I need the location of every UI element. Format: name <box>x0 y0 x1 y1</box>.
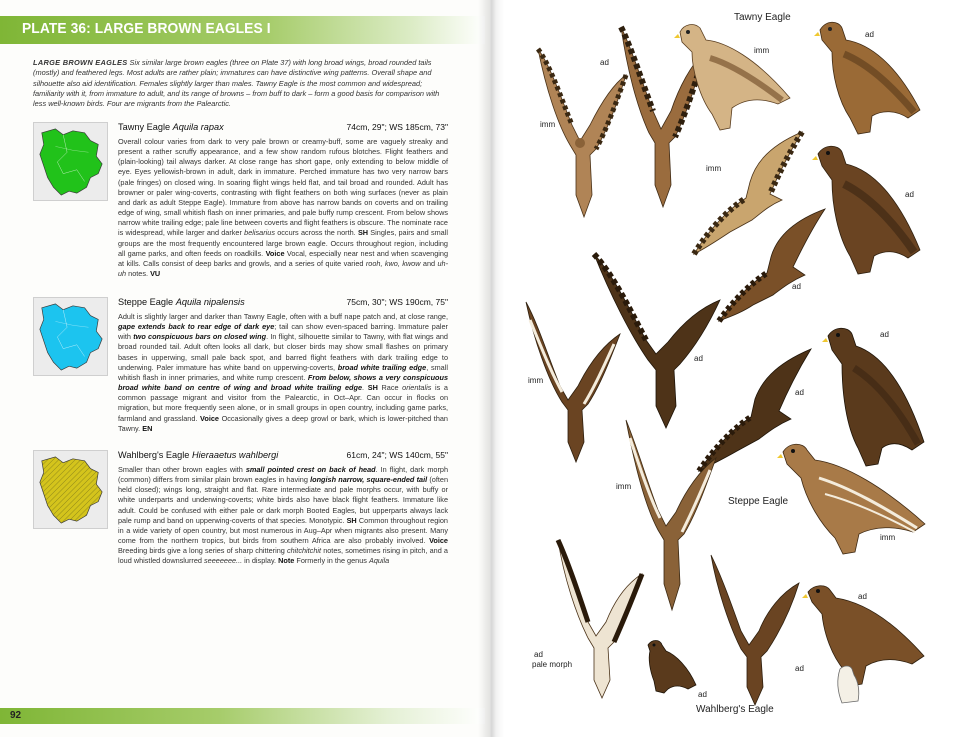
plate-title: PLATE 36: LARGE BROWN EAGLES I <box>22 20 271 37</box>
text-run: Vocal, especially near nest and when scavenging at kills. Calls consist of deep barks and growls, and a series of quite varied <box>118 248 449 268</box>
text-run: , small whitish flash in inner primaries, and white rump crescent. <box>118 362 448 382</box>
common-name: Steppe Eagle <box>118 297 174 307</box>
intro-lead: LARGE BROWN EAGLES <box>33 58 128 67</box>
bold-run: Voice <box>265 248 285 258</box>
range-map-shape <box>34 123 107 200</box>
emphasis-run: longish narrow, square-ended tail <box>310 475 428 485</box>
species-body <box>118 297 448 434</box>
emphasis-run: gape extends back to rear edge of dark eye <box>118 322 275 332</box>
bird-tawny-imm-perched <box>670 18 800 138</box>
species-header <box>118 450 448 463</box>
age-label: ad <box>905 190 914 199</box>
scientific-name: Aquila rapax <box>172 122 224 132</box>
text-run: Formerly in the genus <box>294 556 369 566</box>
bird-wahlberg-ad-perched <box>800 580 930 690</box>
bold-run: EN <box>142 423 153 433</box>
italic-run: seeeeeee... <box>204 556 243 566</box>
text-run: in display. <box>242 556 279 566</box>
text-run: Overall colour varies from dark to very pale brown or creamy-buff, some are vaguely streaky and present a rather scruffy appearance, and a few show random rufous blotches. Flight feathers and (plain-looking) tail always darker. At close range has short gape, only extending to below middle of eye. Eyes yellowish-brown in adult, dark in immature. Perched immature has two very narrow bars (pale fringes) on closed wing. In soaring flight wings held flat, and tail broad and rounded. Adult has browner or paler wing-coverts, contrasting with flight feathers on both wing surfaces (never as plain and dark as adult Steppe Eagle). Immature from above has narrow bands on coverts and on trailing edge of wing, small whitish flash on inner primaries, and pale buffy rump crescent. From below shows narrow white trailing edge; pale line between coverts and flight feathers is obscure. The nominate race is widespread, while larger and darker <box>118 137 448 238</box>
species-header <box>118 297 448 310</box>
age-label: ad <box>858 592 867 601</box>
emphasis-run: two conspicuous bars on closed wing <box>133 332 267 342</box>
emphasis-run: broad white trailing edge <box>337 362 427 372</box>
common-name: Tawny Eagle <box>118 122 171 132</box>
intro-text: Six similar large brown eagles (three on Plate 37) with long broad wings, broad rounded tails (mostly) and feathered legs. Most adults are rather plain; immatures can have distinctive wing patterns. Overall shape and silhouette also aid identification. Females slightly larger than males. Tawny Eagle is the most common and widespread; familiarity with it, from immature to adult, and its range of browns – from buff to dark – form a good basis for comparison with less well-known birds. Four are migrants from the Palearctic. <box>33 58 440 109</box>
species-body <box>118 450 448 567</box>
text-run: Singles, pairs and small groups are the most frequently encountered large brown eagle. Occurs throughout region, including all game parks, and often feeds on roadkills. <box>118 228 448 258</box>
italic-run: uh-uh <box>118 258 449 279</box>
age-label: ad <box>792 282 801 291</box>
age-label: ad <box>698 690 707 699</box>
bird-wahlberg-ad-perched-small <box>640 635 700 695</box>
age-label: imm <box>540 120 556 129</box>
bird-wahlberg-pale-perched <box>832 665 862 705</box>
measurements: 74cm, 29"; WS 185cm, 73" <box>346 122 448 132</box>
common-name: Wahlberg's Eagle <box>118 450 190 460</box>
emphasis-run: small pointed crest on back of head <box>245 465 376 474</box>
text-run: Smaller than other brown eagles with <box>118 465 246 474</box>
bold-run: Voice <box>429 536 448 546</box>
italic-run: Aquila <box>368 556 390 566</box>
text-run: Race <box>377 383 403 393</box>
species-description <box>118 465 448 567</box>
bird-tawny-ad-flying-2 <box>715 205 830 325</box>
right-page-illustrations <box>490 0 960 737</box>
measurements: 61cm, 24"; WS 140cm, 55" <box>346 450 448 460</box>
age-label: imm <box>754 46 770 55</box>
species-description <box>118 312 448 434</box>
bold-run: SH <box>367 383 378 393</box>
age-label: imm <box>880 533 896 542</box>
emphasis-run: From below, shows a very conspicuous broad white band on centre of wing and broad white trailing edge <box>118 372 449 393</box>
range-map-tawny-eagle <box>33 122 108 201</box>
text-run: . <box>362 383 368 393</box>
age-label: ad <box>880 330 889 339</box>
age-label: pale morph <box>532 660 573 669</box>
italic-run: rooh, kwo, kwow <box>365 258 421 268</box>
species-description <box>118 137 448 279</box>
book-gutter <box>478 0 504 737</box>
age-label: imm <box>528 376 544 385</box>
measurements: 75cm, 30"; WS 190cm, 75" <box>346 297 448 307</box>
bold-run: SH <box>346 515 357 525</box>
bold-run: VU <box>150 269 161 279</box>
text-run: notes, sometimes rising in pitch, and a loud whistled downslurred <box>118 546 448 566</box>
range-map-shape <box>34 298 107 375</box>
label-wahlbergs-eagle: Wahlberg's Eagle <box>696 704 774 715</box>
bird-steppe-imm-perched <box>775 438 935 558</box>
bold-run: SH <box>357 228 369 238</box>
range-map-wahlbergs-eagle <box>33 450 108 529</box>
bold-run: Note <box>278 556 295 566</box>
species-name <box>118 450 278 460</box>
text-run: occurs across the north. <box>274 228 358 238</box>
age-label: ad <box>694 354 703 363</box>
label-tawny-eagle: Tawny Eagle <box>734 12 791 23</box>
italic-run: belisarius <box>244 228 275 238</box>
range-map-steppe-eagle <box>33 297 108 376</box>
plate-intro <box>33 58 443 109</box>
age-label: imm <box>616 482 632 491</box>
bold-run: Voice <box>200 413 219 423</box>
page-number: 92 <box>10 710 22 721</box>
label-steppe-eagle: Steppe Eagle <box>728 496 789 507</box>
text-run: (often held closed); wings long, straight and flat. Rare intermediate and pale morphs occur, with buffy or white underparts and underwing-coverts; white birds also have black flight feathers. Immature like adult. Could be confused with either pale or dark morph Booted Eagles, but upperparts always lack pale rump and band on upperwing-coverts of that species. Monotypic. <box>118 475 449 525</box>
range-map-shape <box>34 451 107 528</box>
text-run: and <box>420 258 438 268</box>
text-run: ; tail can show even-spaced barring. Immature paler with <box>118 322 448 342</box>
species-header <box>118 122 448 135</box>
age-label: ad <box>795 388 804 397</box>
age-label: imm <box>706 164 722 173</box>
bird-tawny-ad-perched <box>810 14 930 139</box>
scientific-name: Hieraaetus wahlbergi <box>191 450 279 460</box>
plate-title-bar <box>0 16 485 44</box>
text-run: . In flight, silhouette similar to Tawny, with flat wings and broad rounded tail. Adult often looks all dark, but closer birds may show small flashes on primary bases in upperwing, small pale back spot, and barred flight feathers with dark trailing edge to underwing. Paler immature has white band on upperwing-coverts, <box>118 332 448 372</box>
page-footer-bar <box>0 708 485 724</box>
age-label: ad <box>865 30 874 39</box>
species-name <box>118 122 224 132</box>
species-name <box>118 297 245 307</box>
text-run: . In flight, dark morph (common) differs from similar plain brown eagles in having <box>118 465 449 485</box>
text-run: Breeding birds give a long series of sharp chittering <box>118 546 287 556</box>
text-run: Occasionally gives a deep growl or bark, which is lower-pitched than Tawny. <box>118 413 448 433</box>
bird-wahlberg-ad-flying <box>705 553 805 708</box>
age-label: ad <box>600 58 609 67</box>
text-run: notes. <box>126 269 151 279</box>
scientific-name: Aquila nipalensis <box>175 297 245 307</box>
bird-wahlberg-pale-morph-flying <box>552 538 647 700</box>
italic-run: chitchitchit <box>286 546 322 556</box>
age-label: ad <box>534 650 543 659</box>
species-body <box>118 122 448 279</box>
text-run: Common throughout region in a wide variety of open country, but most numerous in Aug–Apr when migrants also present. Many come from the northern tropics, but birds from southern Africa are also probably involved. <box>118 515 448 546</box>
text-run: Adult is slightly larger and darker than Tawny Eagle, often with a buff nape patch and, at close range, <box>118 312 448 321</box>
italic-run: orientalis <box>402 383 432 393</box>
age-label: ad <box>795 664 804 673</box>
text-run: is a common passage migrant and visitor from the Palearctic, in Oct–Apr. Can occur in flocks on migration, but more frequently seen alone, or in small groups in open country, including game parks, farmland and grassland. <box>118 383 448 423</box>
